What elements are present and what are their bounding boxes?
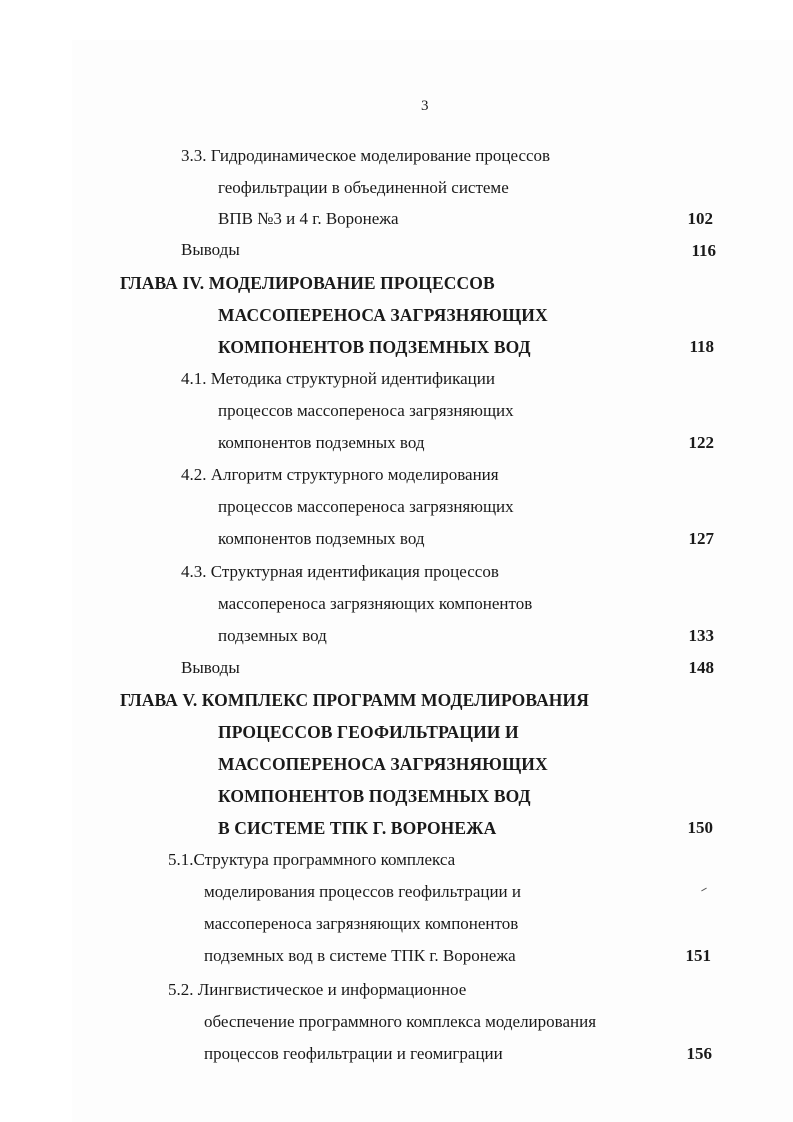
toc-chapter-4-line-1: ГЛАВА IV. МОДЕЛИРОВАНИЕ ПРОЦЕССОВ	[120, 273, 495, 293]
toc-chapter-5-page: 150	[687, 818, 713, 837]
toc-entry-4-3-page: 133	[688, 626, 714, 645]
toc-entry-4-2-line-3: компонентов подземных вод	[218, 529, 425, 548]
toc-entry-4-1-line-1: 4.1. Методика структурной идентификации	[181, 369, 495, 388]
toc-entry-3-3-page: 102	[687, 209, 713, 228]
toc-entry-4-2-line-2: процессов массопереноса загрязняющих	[218, 497, 514, 516]
toc-entry-conclusions-4-line-1: Выводы	[181, 658, 240, 677]
toc-entry-5-1-line-1: 5.1.Структура программного комплекса	[168, 850, 456, 869]
toc-entry-5-1-line-2: моделирования процессов геофильтрации и	[204, 882, 522, 901]
toc-entry-4-3-line-2: массопереноса загрязняющих компонентов	[218, 594, 533, 613]
toc-entry-4-1-line-2: процессов массопереноса загрязняющих	[218, 401, 514, 420]
toc-chapter-5-line-4: КОМПОНЕНТОВ ПОДЗЕМНЫХ ВОД	[218, 786, 531, 806]
toc-chapter-5-line-5: В СИСТЕМЕ ТПК Г. ВОРОНЕЖА	[218, 818, 497, 838]
toc-entry-4-1-line-3: компонентов подземных вод	[218, 433, 425, 452]
toc-entry-5-2-line-3: процессов геофильтрации и геомиграции	[204, 1044, 503, 1063]
toc-entry-conclusions-4-page: 148	[688, 658, 714, 677]
toc-entry-5-1-line-3: массопереноса загрязняющих компонентов	[204, 914, 519, 933]
toc-entry-conclusions-3-page: 116	[691, 241, 716, 260]
toc-entry-3-3-line-1: 3.3. Гидродинамическое моделирование процессов	[181, 146, 551, 165]
toc-entry-5-1-page: 151	[685, 946, 711, 965]
toc-chapter-4-line-3: КОМПОНЕНТОВ ПОДЗЕМНЫХ ВОД	[218, 337, 531, 357]
toc-entry-3-3-line-3: ВПВ №3 и 4 г. Воронежа	[218, 209, 399, 228]
toc-entry-4-2-line-1: 4.2. Алгоритм структурного моделирования	[181, 465, 499, 484]
toc-chapter-4-page: 118	[689, 337, 714, 356]
toc-entry-4-2-page: 127	[688, 529, 714, 548]
stray-mark	[701, 888, 707, 892]
toc-entry-5-2-line-2: обеспечение программного комплекса моделирования	[204, 1012, 597, 1031]
toc-entry-5-2-line-1: 5.2. Лингвистическое и информационное	[168, 980, 467, 999]
toc-chapter-4-line-2: МАССОПЕРЕНОСА ЗАГРЯЗНЯЮЩИХ	[218, 305, 548, 325]
toc-entry-4-1-page: 122	[688, 433, 714, 452]
toc-chapter-5-line-2: ПРОЦЕССОВ ГЕОФИЛЬТРАЦИИ И	[218, 722, 519, 742]
toc-chapter-5-line-1: ГЛАВА V. КОМПЛЕКС ПРОГРАММ МОДЕЛИРОВАНИЯ	[120, 690, 589, 710]
page-number: 3	[421, 98, 429, 114]
toc-entry-4-3-line-3: подземных вод	[218, 626, 327, 645]
toc-entry-conclusions-3-line-1: Выводы	[181, 240, 240, 259]
toc-chapter-5-line-3: МАССОПЕРЕНОСА ЗАГРЯЗНЯЮЩИХ	[218, 754, 548, 774]
toc-entry-4-3-line-1: 4.3. Структурная идентификация процессов	[181, 562, 499, 581]
toc-entry-5-1-line-4: подземных вод в системе ТПК г. Воронежа	[204, 946, 516, 965]
toc-entry-3-3-line-2: геофильтрации в объединенной системе	[218, 178, 509, 197]
toc-entry-5-2-page: 156	[686, 1044, 712, 1063]
